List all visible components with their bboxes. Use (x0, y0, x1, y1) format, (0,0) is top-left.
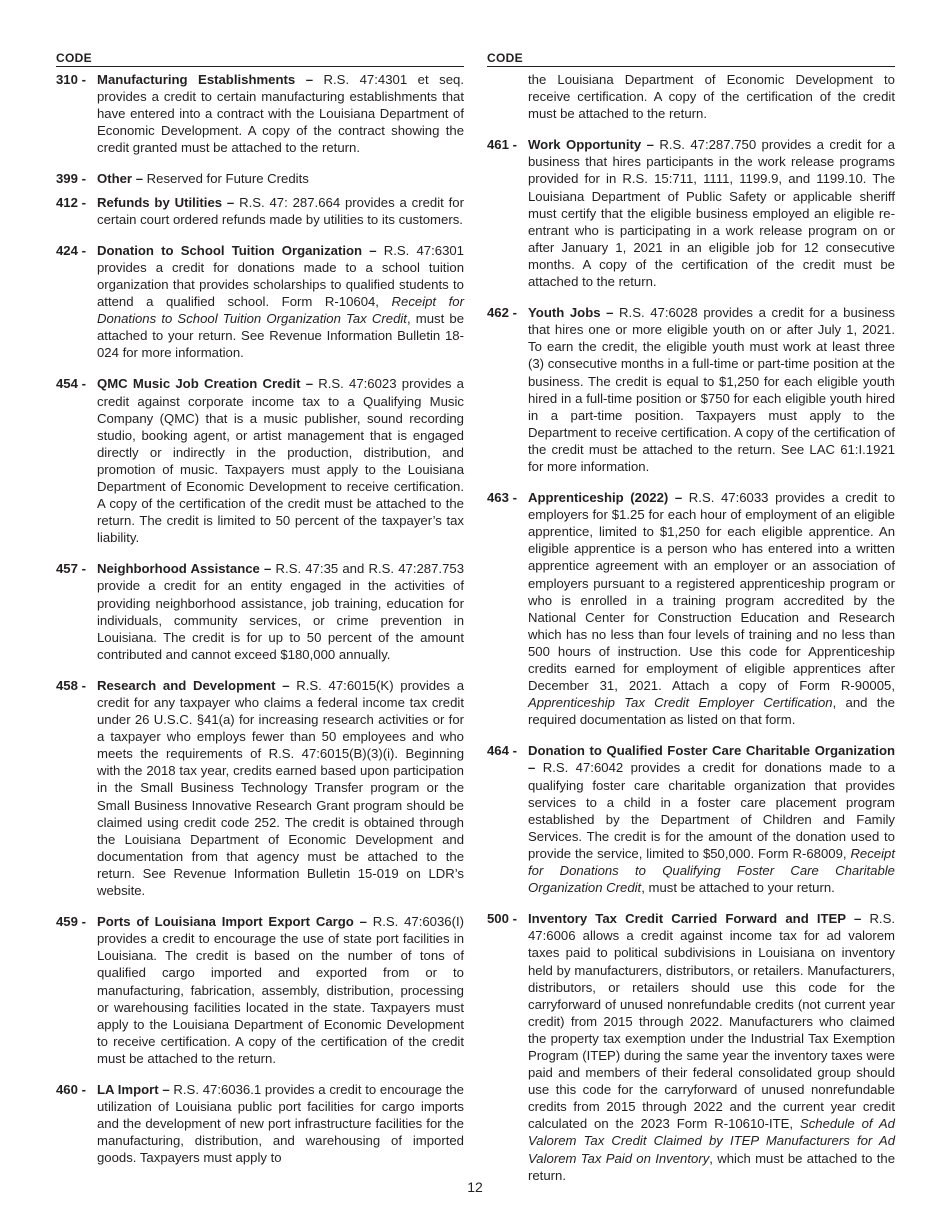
credit-text: R.S. 47:287.750 provides a credit for a business that hires participants in the work release programs provided for in R.S. 15:711, 1111, 1199.9, and 1199.10. The Louisiana Department of Public Safety or applicable sheriff must certify that the eligible business employed an eligible re-entrant who is participating in a work release program on or after January 1, 2021 in an eligible job for 12 consecutive months. A copy of the certification of the credit must be attached to the return. (528, 137, 895, 290)
credit-entry-310 (56, 71, 464, 156)
credit-text: , and the required documentation as listed on that form. (528, 695, 895, 728)
credit-description (97, 1081, 464, 1166)
credit-code: 399 - (56, 171, 86, 187)
credit-title: Work Opportunity – (528, 137, 654, 153)
credit-title: Apprenticeship (2022) – (528, 490, 683, 506)
credit-text: , which must be attached to the return. (528, 1150, 895, 1183)
credit-text: R.S. 47:6015(K) provides a credit for any taxpayer who claims a federal income tax credit under 26 U.S.C. §41(a) for increasing research activities or for a taxpayer who employs fewer than 50 employees and who meets the requirements of R.S. 47:6015(B)(3)(i). Beginning with the 2018 tax year, credits earned based upon participation in the Small Business Technology Transfer program or the Small Business Innovative Research Grant program should be claimed using credit code 252. The credit is obtained through the Louisiana Department of Economic Development and documentation from that agency must be attached to the return. See Revenue Information Bulletin 15-019 on LDR’s website. (97, 677, 465, 899)
credit-code: 460 - (56, 1081, 86, 1097)
credit-text: R.S. 47:6023 provides a credit against corporate income tax to a Qualifying Music Company (QMC) that is a music publisher, sound recording studio, booking agent, or artist management that is engaged directly or indirectly in the production, distribution, and promotion of music. Taxpayers must apply to the Louisiana Department of Economic Development to receive certification. A copy of the certification of the credit must be attached to the return. The credit is limited to 50 percent of the taxpayer’s tax liability. (97, 376, 464, 546)
credit-text: R.S. 47: 287.664 provides a credit for certain court ordered refunds made by utilities to its customers. (97, 194, 464, 227)
credit-code: 454 - (56, 376, 86, 392)
credit-text: R.S. 47:6042 provides a credit for donations made to a qualifying foster care charitable organization that provides services to a child in a foster care placement program established by the Department of Children and Family Services. The credit is for the amount of the donation used to provide the service, limited to $50,000. Form R-68009, (528, 760, 895, 861)
credit-title: Research and Development – (97, 677, 290, 693)
code-column-header: CODE (487, 51, 895, 67)
credit-title: Refunds by Utilities – (97, 194, 235, 210)
credit-description (97, 170, 464, 187)
credit-code: 310 - (56, 72, 86, 87)
credit-description (528, 136, 895, 290)
form-title: Receipt for Donations to Qualifying Foster Care Charitable Organization Credit (528, 845, 895, 896)
credit-text: R.S. 47:4301 et seq. provides a credit to certain manufacturing establishments that have entered into a contract with the Louisiana Department of Economic Development. A copy of the contract showing the credit granted must be attached to the return. (97, 72, 464, 156)
continued-text: the Louisiana Department of Economic Development to receive certification. A copy of the certification of the credit must be attached to the return. (528, 72, 895, 122)
continued-entry (487, 71, 895, 122)
credit-code: 424 - (56, 242, 86, 258)
credit-title: Youth Jobs – (528, 305, 614, 321)
credit-title: Neighborhood Assistance – (97, 561, 272, 577)
credit-text: R.S. 47:35 and R.S. 47:287.753 provide a credit for an entity engaged in the activities of providing neighborhood assistance, job training, education for individuals, community services, or crime prevention in Louisiana. The credit is for up to 50 percent of the amount contributed and cannot exceed $180,000 annually. (97, 561, 464, 662)
credit-entry-457 (56, 560, 464, 663)
credit-entry-412 (56, 194, 464, 228)
credit-description (97, 913, 464, 1067)
credit-text: R.S. 47:6033 provides a credit to employers for $1.25 for each hour of employment of an eligible apprentice, limited to $1,250 for each eligible apprentice. An eligible apprentice is a person who has entered into a written apprentice agreement with an employer or an association of employers pursuant to a registered apprenticeship program or who is enrolled in a training program accredited by the National Center for Construction Education and Research which has no less than four levels of training and no less than 500 hours of instruction. Use this code for Apprenticeship credits earned for employment of eligible apprentices after December 31, 2021. Attach a copy of Form R-90005, (528, 490, 896, 694)
credit-code: 463 - (487, 490, 517, 506)
credit-description (528, 742, 895, 896)
credit-entry-399 (56, 170, 464, 187)
credit-text: R.S. 47:6301 provides a credit for donations made to a school tuition organization that provides scholarships to qualified students to attend a qualified school. Form R-10604, (97, 242, 464, 310)
credit-entry-462 (487, 304, 895, 475)
credit-title: LA Import – (97, 1081, 170, 1097)
credit-entry-500 (487, 910, 895, 1184)
credit-description (528, 489, 895, 728)
credit-entry-463 (487, 489, 895, 728)
credit-description (97, 560, 464, 663)
left-entry-list (56, 71, 464, 1166)
credit-entry-460 (56, 1081, 464, 1166)
credit-entry-454 (56, 375, 464, 546)
credit-text: R.S. 47:6036.1 provides a credit to encourage the utilization of Louisiana public port facilities for cargo imports and the development of new port infrastructure facilities for the manufacturing, distribution, and warehousing of imported goods. Taxpayers must apply to (97, 1081, 464, 1166)
credit-text: Reserved for Future Credits (143, 171, 309, 187)
form-title: Apprenticeship Tax Credit Employer Certification (528, 695, 833, 711)
credit-description (528, 304, 895, 475)
credit-code: 500 - (487, 911, 517, 927)
credit-code: 459 - (56, 914, 86, 930)
form-title: Schedule of Ad Valorem Tax Credit Claimed by ITEP Manufacturers for Ad Valorem Tax Paid on Inventory (528, 1116, 895, 1166)
credit-text: R.S. 47:6036(I) provides a credit to encourage the use of state port facilities in Louisiana. The credit is based on the number of tons of qualified cargo imported and exported from or to manufacturing, fabrication, assembly, distribution, processing or warehousing facilities located in the state. Taxpayers must apply to the Louisiana Department of Economic Development to receive certification. A copy of the certification of the credit must be attached to the return. (97, 914, 465, 1066)
credit-text: , must be attached to your return. (641, 880, 835, 896)
credit-code: 412 - (56, 194, 86, 210)
credit-entry-424 (56, 242, 464, 362)
credit-code: 457 - (56, 561, 86, 577)
credit-entry-459 (56, 913, 464, 1067)
credit-entry-458 (56, 677, 464, 899)
credit-code: 462 - (487, 305, 517, 321)
credit-description (97, 375, 464, 546)
credit-text: R.S. 47:6028 provides a credit for a business that hires one or more eligible youth on or after July 1, 2021. To earn the credit, the eligible youth must work at least three (3) consecutive months in a full-time or part-time position at the business. The credit is equal to $1,250 for each eligible youth hired in a full-time position or $750 for each eligible youth hired in a part-time position. Taxpayers must apply to the Department to receive certification. A copy of the certification of the credit must be attached to the return. See LAC 61:I.1921 for more information. (528, 305, 895, 474)
credit-text: R.S. 47:6006 allows a credit against income tax for ad valorem taxes paid to political subdivisions in Louisiana on inventory held by manufacturers, distributors, or retailers. Manufacturers, distributors, or retailers should use this code for the carryforward of unused nonrefundable credits (not current year credit) from 2015 through 2022. Manufacturers who claimed the property tax exemption under the Industrial Tax Exemption Program (ITEP) during the same year the inventory taxes were paid and members of their federal consolidated group should use this code for the carryforward of unused nonrefundable credits from 2015 through 2022 and the current year credit calculated on the 2023 Form R-10610-ITE, (528, 911, 895, 1132)
right-column (487, 51, 895, 1184)
credit-entry-464 (487, 742, 895, 896)
credit-title: QMC Music Job Creation Credit – (97, 376, 314, 392)
page-number: 12 (467, 1179, 483, 1195)
credit-description (97, 194, 464, 228)
credit-title: Donation to School Tuition Organization – (97, 242, 377, 258)
credit-text: , must be attached to your return. See Revenue Information Bulletin 18-024 for more information. (97, 311, 465, 361)
code-column-header: CODE (56, 51, 464, 67)
credit-code: 458 - (56, 677, 86, 693)
credit-description (97, 242, 464, 362)
credit-title: Inventory Tax Credit Carried Forward and ITEP – (528, 911, 862, 927)
credit-title: Other – (97, 171, 144, 187)
credit-title: Manufacturing Establishments – (97, 72, 314, 87)
credit-code: 461 - (487, 137, 517, 153)
left-column (56, 51, 464, 1166)
right-entry-list (487, 136, 895, 1183)
form-title: Receipt for Donations to School Tuition Organization Tax Credit (97, 294, 464, 327)
credit-description (97, 677, 464, 899)
credit-description (97, 71, 464, 156)
credit-title: Ports of Louisiana Import Export Cargo – (97, 914, 367, 930)
credit-code: 464 - (487, 743, 517, 759)
credit-entry-461 (487, 136, 895, 290)
credit-title: Donation to Qualified Foster Care Charitable Organization – (528, 743, 895, 776)
credit-description (528, 910, 895, 1184)
